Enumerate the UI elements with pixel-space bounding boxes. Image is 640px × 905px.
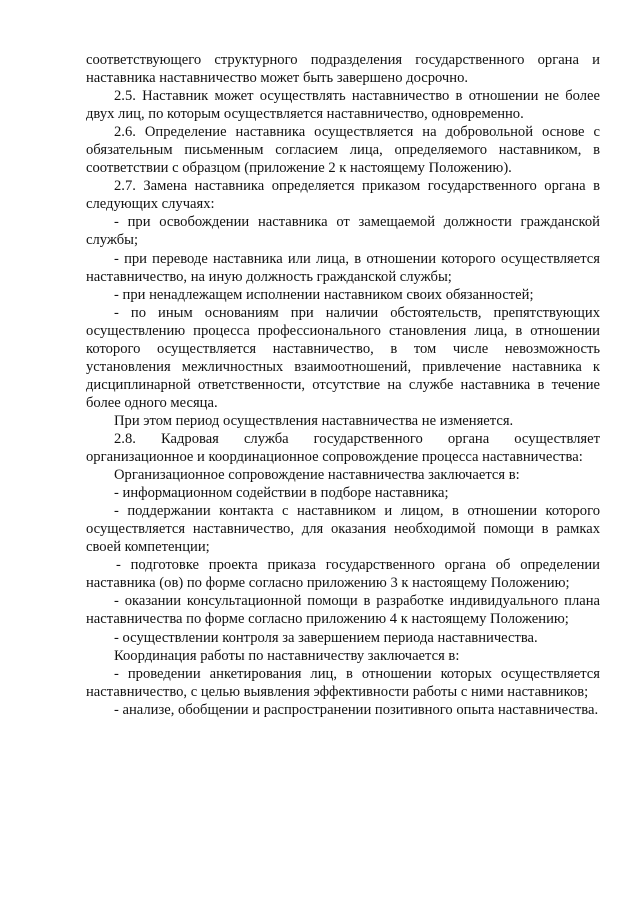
clause-2-8: 2.8. Кадровая служба государственного органа осуществляет организационное и координационное сопровождение процесса наставничества: [86, 430, 600, 466]
clause-2-6: 2.6. Определение наставника осуществляется на добровольной основе с обязательным письменным согласием лица, определяемого наставником, в соответствии с образцом (приложение 2 к настоящему Положению). [86, 124, 600, 177]
list-item: - подготовке проекта приказа государственного органа об определении наставника (ов) по форме согласно приложению 3 к настоящему Положению; [86, 557, 600, 592]
document-body [86, 51, 600, 719]
list-item: - при освобождении наставника от замещаемой должности гражданской службы; [86, 214, 600, 249]
list-item: - при переводе наставника или лица, в отношении которого осуществляется наставничество, на иную должность гражданской службы; [86, 250, 600, 285]
paragraph-continuation: соответствующего структурного подразделения государственного органа и наставника наставничество может быть завершено досрочно. [86, 52, 600, 87]
list-item: - информационном содействии в подборе наставника; [114, 485, 449, 502]
paragraph: При этом период осуществления наставничества не изменяется. [114, 412, 514, 429]
list-item: - при ненадлежащем исполнении наставником своих обязанностей; [114, 286, 534, 303]
list-item: - по иным основаниям при наличии обстоятельств, препятствующих осуществлению процесса профессионального становления лица, в отношении которого осуществляется наставничество, в том числе невозможность установления межличностных взаимоотношений, привлечение наставника к дисциплинарной ответственности, отсутствие на службе наставника в течение более одного месяца. [86, 304, 600, 411]
list-item: - осуществлении контроля за завершением периода наставничества. [114, 629, 538, 646]
paragraph: Организационное сопровождение наставничества заключается в: [114, 467, 520, 484]
clause-2-7: 2.7. Замена наставника определяется приказом государственного органа в следующих случаях: [86, 178, 600, 213]
list-item: - оказании консультационной помощи в разработке индивидуального плана наставничества по форме согласно приложению 4 к настоящему Положению; [86, 593, 600, 628]
list-item: - анализе, обобщении и распространении позитивного опыта наставничества. [114, 701, 599, 718]
list-item: - проведении анкетирования лиц, в отношении которых осуществляется наставничество, с целью выявления эффективности работы с ними наставников; [86, 665, 600, 700]
list-item: - поддержании контакта с наставником и лицом, в отношении которого осуществляется наставничество, для оказания необходимой помощи в рамках своей компетенции; [86, 503, 600, 556]
clause-2-5: 2.5. Наставник может осуществлять наставничество в отношении не более двух лиц, по которым осуществляется наставничество, одновременно. [86, 88, 600, 123]
paragraph: Координация работы по наставничеству заключается в: [114, 647, 460, 664]
